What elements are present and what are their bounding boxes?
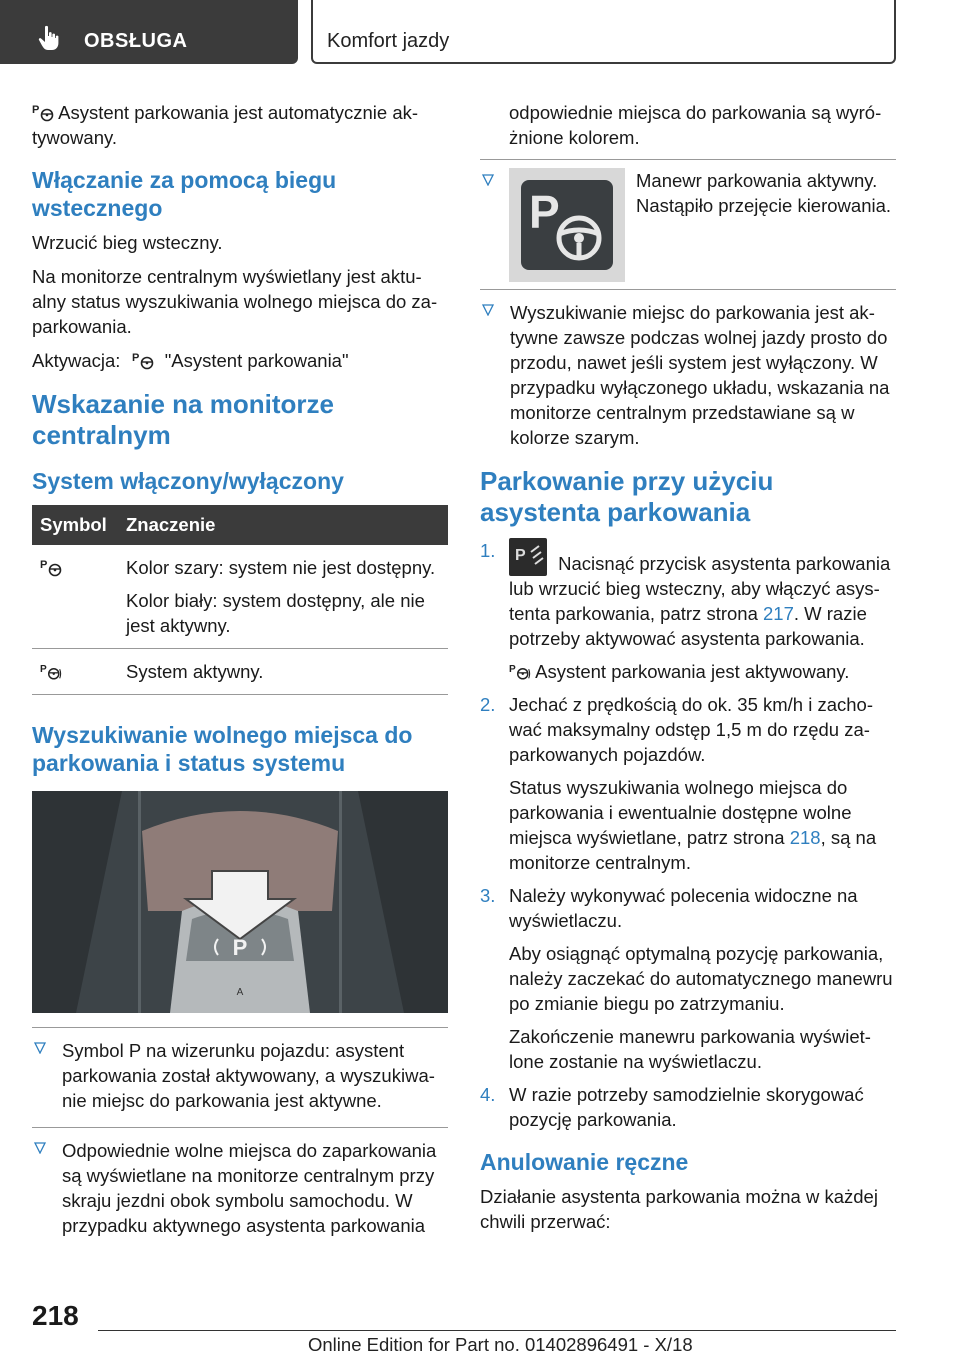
heading-system-status: System włączony/wyłączony (32, 468, 344, 494)
chapter-tab (311, 0, 896, 64)
park-assist-icon (40, 557, 62, 577)
list-item: Symbol P na wizerunku pojazdu: asystent parkowania został aktywowany, a wyszukiwanie miejsc do parkowania jest aktywne. (32, 1027, 448, 1113)
svg-text:P: P (515, 547, 526, 564)
left-column (32, 100, 448, 1252)
meaning-white: Kolor biały: system dostępny, ale nie jest aktywny. (126, 590, 425, 636)
reverse-step: Wrzucić bieg wsteczny. (32, 232, 223, 253)
heading-parking-with-assist: Parkowanie przy użyciu asystenta parkowania (480, 466, 774, 527)
park-assist-icon (32, 102, 54, 122)
list-item: 1. P Nacisnąć przycisk asystenta parkowania lub wrzucić bieg wsteczny, aby włączyć asystenta parkowania, patrz strona 217. W razie potrzeby aktywować asystenta parkowania. P Asystent parkowania jest aktywowany. (480, 540, 891, 682)
meaning-active: System aktywny. (118, 649, 448, 695)
reverse-description: Na monitorze centralnym wyświetlany jest aktualny status wyszukiwania wolnego miejsca do zaparkowania. (32, 266, 438, 337)
footer-divider (98, 1330, 896, 1331)
chapter-title: Komfort jazdy (327, 30, 450, 52)
section-tab (0, 0, 298, 64)
svg-text:P: P (529, 186, 560, 238)
parking-display-image (32, 791, 448, 1013)
list-item: 2. Jechać z prędkością do ok. 35 km/h i zachować maksymalny odstęp 1,5 m do rzędu zaparkowanych pojazdów. Status wyszukiwania wolnego miejsca do parkowania i ewentualnie dostępne wolne miejsca wyświetlane, patrz strona 218, są na monitorze centralnym. (480, 694, 877, 873)
park-assist-active-icon (509, 661, 531, 681)
list-item: 3. Należy wykonywać polecenia widoczne na wyświetlaczu. Aby osiągnąć optymalną pozycję parkowania, należy zaczekać do automatycznego manewru po zmianie biegu po zatrzymaniu. Zakończenie manewru parkowania wyświetlone zostanie na wyświetlaczu. (480, 885, 893, 1072)
table-row (32, 649, 448, 695)
svg-text:P: P (232, 935, 248, 960)
list-item: Wyszukiwanie miejsc do parkowania jest aktywne zawsze podczas wolnej jazdy prosto do przodu, nawet jeśli system jest wyłączony. W przypadku wyłączonego układu, wskazania na monitorze centralnym przedstawiane są w kolorze szarym. (480, 289, 896, 450)
svg-text:P: P (131, 352, 139, 364)
maneuver-text: Manewr parkowania aktywny. Nastąpiło przejęcie kierowania. (636, 170, 892, 216)
park-assist-button-icon (509, 538, 547, 576)
meaning-grey: Kolor szary: system nie jest dostępny. (126, 557, 436, 578)
hand-pointer-icon (38, 25, 60, 51)
list-item: 4. W razie potrzeby samodzielnie skorygować pozycję parkowania. (480, 1084, 864, 1130)
triangle-bullet-icon (482, 304, 494, 316)
park-steering-icon (509, 168, 625, 282)
heading-search-status: Wyszukiwanie wolnego miejsca do parkowania i status systemu (32, 722, 413, 776)
continued-text: odpowiednie miejsca do parkowania są wyróżnione kolorem. (509, 102, 882, 148)
svg-text:P: P (509, 663, 516, 675)
maneuver-active-image (509, 168, 625, 282)
svg-text:A: A (236, 987, 244, 998)
list-item: Odpowiednie wolne miejsca do zaparkowania są wyświetlane na monitorze centralnym przy skraju jezdni obok symbolu samochodu. W przypadku aktywnego asystenta parkowania (32, 1127, 448, 1238)
svg-text:P: P (40, 559, 48, 571)
symbol-table (32, 505, 448, 695)
heading-manual-cancel: Anulowanie ręczne (480, 1149, 689, 1175)
page-link[interactable]: 218 (789, 827, 821, 848)
page-header (0, 0, 960, 66)
right-column (480, 100, 896, 1243)
list-item (480, 159, 896, 279)
park-assist-icon (132, 350, 154, 370)
park-assist-active-icon (40, 661, 62, 681)
heading-monitor: Wskazanie na monitorze centralnym (32, 389, 334, 450)
parking-display-graphic (32, 791, 448, 1013)
section-title: OBSŁUGA (84, 30, 188, 52)
svg-text:P: P (32, 104, 40, 116)
page-footer (0, 1290, 960, 1362)
col-meaning: Znaczenie (118, 505, 448, 545)
edition-note: Online Edition for Part no. 01402896491 - X/18 (308, 1334, 693, 1355)
activation-line: Aktywacja: P "Asystent parkowania" (32, 350, 349, 371)
intro-paragraph: P Asystent parkowania jest automatycznie aktywowany. (32, 102, 419, 148)
cancel-text: Działanie asystenta parkowania można w każdej chwili przerwać: (480, 1186, 878, 1232)
page-number: 218 (32, 1300, 79, 1331)
col-symbol: Symbol (32, 505, 118, 545)
svg-text:P: P (40, 663, 47, 675)
page-link[interactable]: 217 (763, 603, 794, 624)
table-row (32, 545, 448, 649)
heading-reverse-gear: Włączanie za pomocą biegu wstecznego (32, 167, 337, 221)
triangle-bullet-icon (34, 1042, 46, 1054)
triangle-bullet-icon (34, 1142, 46, 1154)
triangle-bullet-icon (482, 174, 494, 186)
